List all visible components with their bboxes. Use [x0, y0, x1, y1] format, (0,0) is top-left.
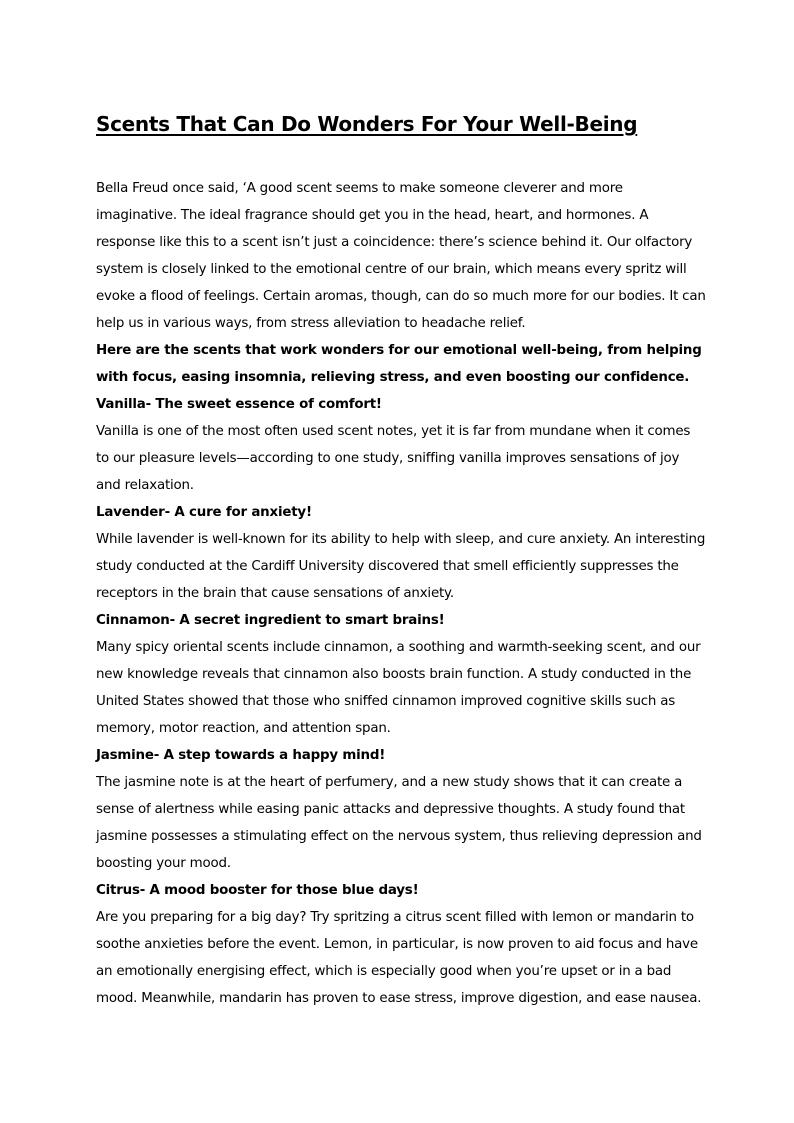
section-paragraph-citrus: Are you preparing for a big day? Try spritzing a citrus scent filled with lemon or mandarin to soothe anxieties before the event. Lemon, in particular, is now proven to aid focus and have an emotionally energising effect, which is especially good when you’re upset or in a bad mood. Meanwhile, mandarin has proven to ease stress, improve digestion, and ease nausea. [96, 910, 702, 1006]
section-heading-vanilla: Vanilla- The sweet essence of comfort! [96, 397, 382, 412]
section-paragraph-vanilla: Vanilla is one of the most often used scent notes, yet it is far from mundane when it comes to our pleasure levels—according to one study, sniffing vanilla improves sensations of joy and relaxation. [96, 424, 691, 493]
section-paragraph-cinnamon: Many spicy oriental scents include cinnamon, a soothing and warmth-seeking scent, and our new knowledge reveals that cinnamon also boosts brain function. A study conducted in the United States showed that those who sniffed cinnamon improved cognitive skills such as memory, motor reaction, and attention span. [96, 640, 701, 736]
section-heading-jasmine: Jasmine- A step towards a happy mind! [96, 748, 386, 763]
section-heading-lavender: Lavender- A cure for anxiety! [96, 505, 312, 520]
summary-bold-paragraph: Here are the scents that work wonders for our emotional well-being, from helping with focus, easing insomnia, relieving stress, and even boosting our confidence. [96, 343, 702, 385]
section-paragraph-lavender: While lavender is well-known for its ability to help with sleep, and cure anxiety. An interesting study conducted at the Cardiff University discovered that smell efficiently suppresses the receptors in the brain that cause sensations of anxiety. [96, 532, 706, 601]
document-page [96, 108, 706, 1012]
intro-paragraph: Bella Freud once said, ‘A good scent seems to make someone cleverer and more imaginative. The ideal fragrance should get you in the head, heart, and hormones. A response like this to a scent isn’t just a coincidence: there’s science behind it. Our olfactory system is closely linked to the emotional centre of our brain, which means every spritz will evoke a flood of feelings. Certain aromas, though, can do so much more for our bodies. It can help us in various ways, from stress alleviation to headache relief. [96, 181, 706, 331]
section-heading-cinnamon: Cinnamon- A secret ingredient to smart brains! [96, 613, 445, 628]
document-body [96, 175, 706, 1012]
document-title: Scents That Can Do Wonders For Your Well-Being [96, 112, 638, 136]
section-paragraph-jasmine: The jasmine note is at the heart of perfumery, and a new study shows that it can create a sense of alertness while easing panic attacks and depressive thoughts. A study found that jasmine possesses a stimulating effect on the nervous system, thus relieving depression and boosting your mood. [96, 775, 702, 871]
section-heading-citrus: Citrus- A mood booster for those blue days! [96, 883, 419, 898]
